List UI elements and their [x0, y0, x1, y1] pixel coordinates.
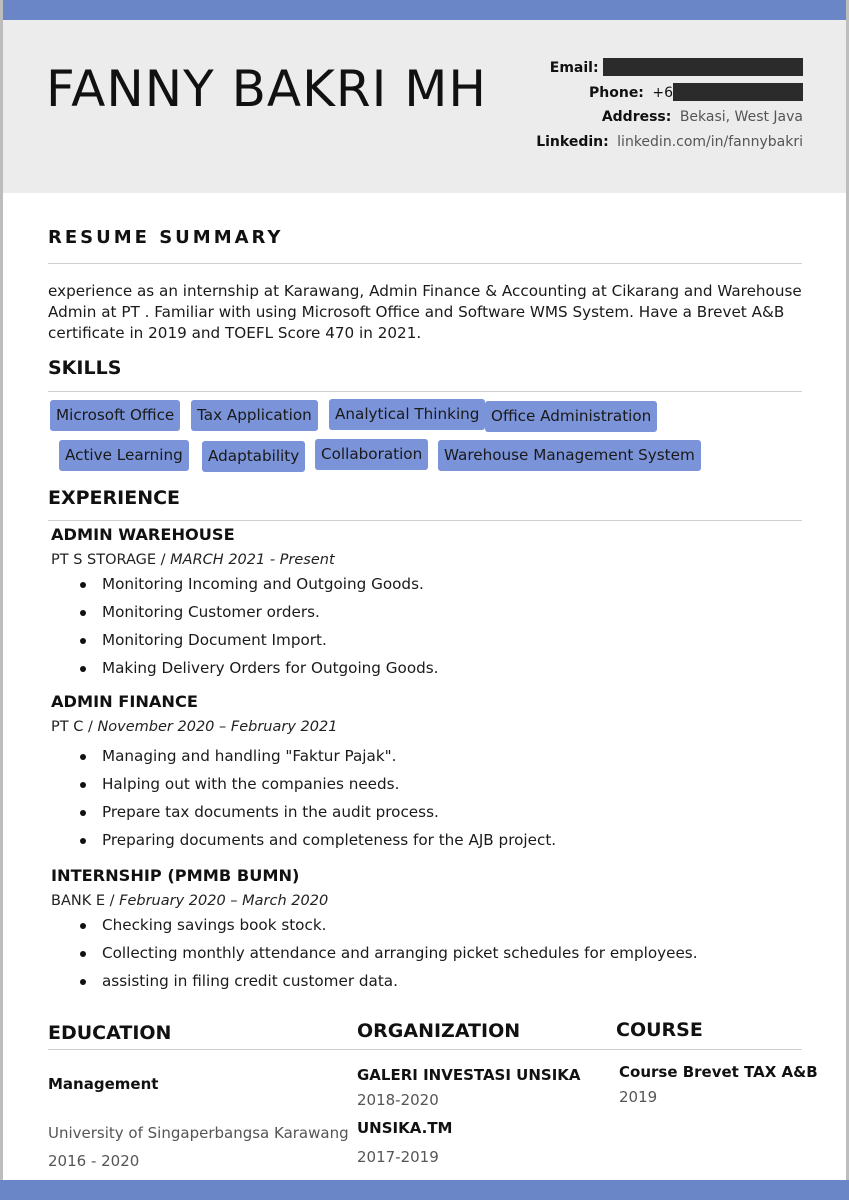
summary-text: experience as an internship at Karawang, Admin Finance & Accounting at Cikarang and Warehouse Admin at PT . Familiar with using Microsoft Office and Software WMS System. Have a Brevet A&B certificate in 2019 and TOEFL Score 470 in 2021. [48, 282, 802, 342]
phone-label: Phone: [589, 84, 644, 101]
organization-name: UNSIKA.TM [357, 1119, 453, 1137]
experience-heading: EXPERIENCE [48, 487, 181, 509]
bottom-sections-divider [48, 1049, 802, 1050]
skill-chip: Collaboration [315, 439, 428, 470]
skill-chip: Tax Application [191, 400, 318, 431]
skill-chip: Analytical Thinking [329, 399, 485, 430]
address-label: Address: [601, 109, 672, 125]
job-duties [102, 570, 439, 682]
skills-divider [48, 391, 802, 392]
job-company-period: PT S STORAGE / MARCH 2021 - Present [51, 552, 335, 568]
course-name: Course Brevet TAX A&B [619, 1063, 818, 1081]
list-item: Monitoring Incoming and Outgoing Goods. [102, 570, 439, 598]
education-years: 2016 - 2020 [48, 1152, 140, 1170]
list-item: Checking savings book stock. [102, 911, 698, 939]
email-label: Email: [549, 60, 599, 76]
linkedin-row [536, 130, 803, 155]
skill-chip: Office Administration [485, 401, 657, 432]
job-duties [102, 742, 556, 854]
address-row [536, 105, 803, 130]
list-item: Monitoring Document Import. [102, 626, 439, 654]
list-item: Collecting monthly attendance and arranging picket schedules for employees. [102, 939, 698, 967]
skills-heading: SKILLS [48, 357, 122, 379]
contact-info [536, 56, 803, 154]
job-period: MARCH 2021 - Present [170, 552, 335, 568]
organization-name: GALERI INVESTASI UNSIKA [357, 1066, 581, 1084]
phone-value: +6 [652, 84, 673, 101]
organization-years: 2018-2020 [357, 1091, 439, 1109]
education-major: Management [48, 1075, 159, 1093]
summary-divider [48, 263, 802, 264]
bottom-accent-bar [0, 1180, 849, 1200]
organization-years: 2017-2019 [357, 1148, 439, 1166]
linkedin-link[interactable]: linkedin.com/in/fannybakri [617, 133, 803, 150]
email-row [536, 56, 803, 81]
list-item: assisting in filing credit customer data. [102, 967, 698, 995]
job-period: February 2020 – March 2020 [119, 893, 329, 909]
job-title: ADMIN WAREHOUSE [51, 525, 235, 544]
top-accent-bar [0, 0, 849, 20]
summary-heading: RESUME SUMMARY [48, 227, 284, 248]
list-item: Preparing documents and completeness for the AJB project. [102, 826, 556, 854]
list-item: Monitoring Customer orders. [102, 598, 439, 626]
skill-chip: Microsoft Office [50, 400, 180, 431]
education-heading: EDUCATION [48, 1022, 172, 1044]
skill-chip: Warehouse Management System [438, 440, 701, 471]
skill-chip: Adaptability [202, 441, 305, 472]
course-year: 2019 [619, 1088, 658, 1106]
job-company-period: BANK E / February 2020 – March 2020 [51, 893, 329, 909]
education-school: University of Singaperbangsa Karawang [48, 1124, 349, 1142]
job-company-period: PT C / November 2020 – February 2021 [51, 719, 338, 735]
job-company: BANK E [51, 893, 105, 909]
phone-redaction [673, 83, 803, 101]
skill-chip: Active Learning [59, 440, 189, 471]
job-company: PT C [51, 719, 84, 735]
job-company: PT S STORAGE [51, 552, 157, 568]
address-value: Bekasi, West Java [679, 109, 803, 125]
job-duties [102, 911, 698, 995]
job-title: INTERNSHIP (PMMB BUMN) [51, 866, 300, 885]
phone-row [536, 81, 803, 106]
course-heading: COURSE [616, 1019, 703, 1041]
job-period: November 2020 – February 2021 [97, 719, 338, 735]
candidate-name: FANNY BAKRI MH [46, 60, 488, 118]
page-border-left [0, 0, 3, 1200]
email-redaction [603, 58, 803, 76]
experience-divider [48, 520, 802, 521]
list-item: Halping out with the companies needs. [102, 770, 556, 798]
list-item: Prepare tax documents in the audit process. [102, 798, 556, 826]
job-title: ADMIN FINANCE [51, 692, 198, 711]
list-item: Managing and handling "Faktur Pajak". [102, 742, 556, 770]
list-item: Making Delivery Orders for Outgoing Goods. [102, 654, 439, 682]
organization-heading: ORGANIZATION [357, 1020, 521, 1042]
linkedin-label: Linkedin: [536, 133, 609, 150]
